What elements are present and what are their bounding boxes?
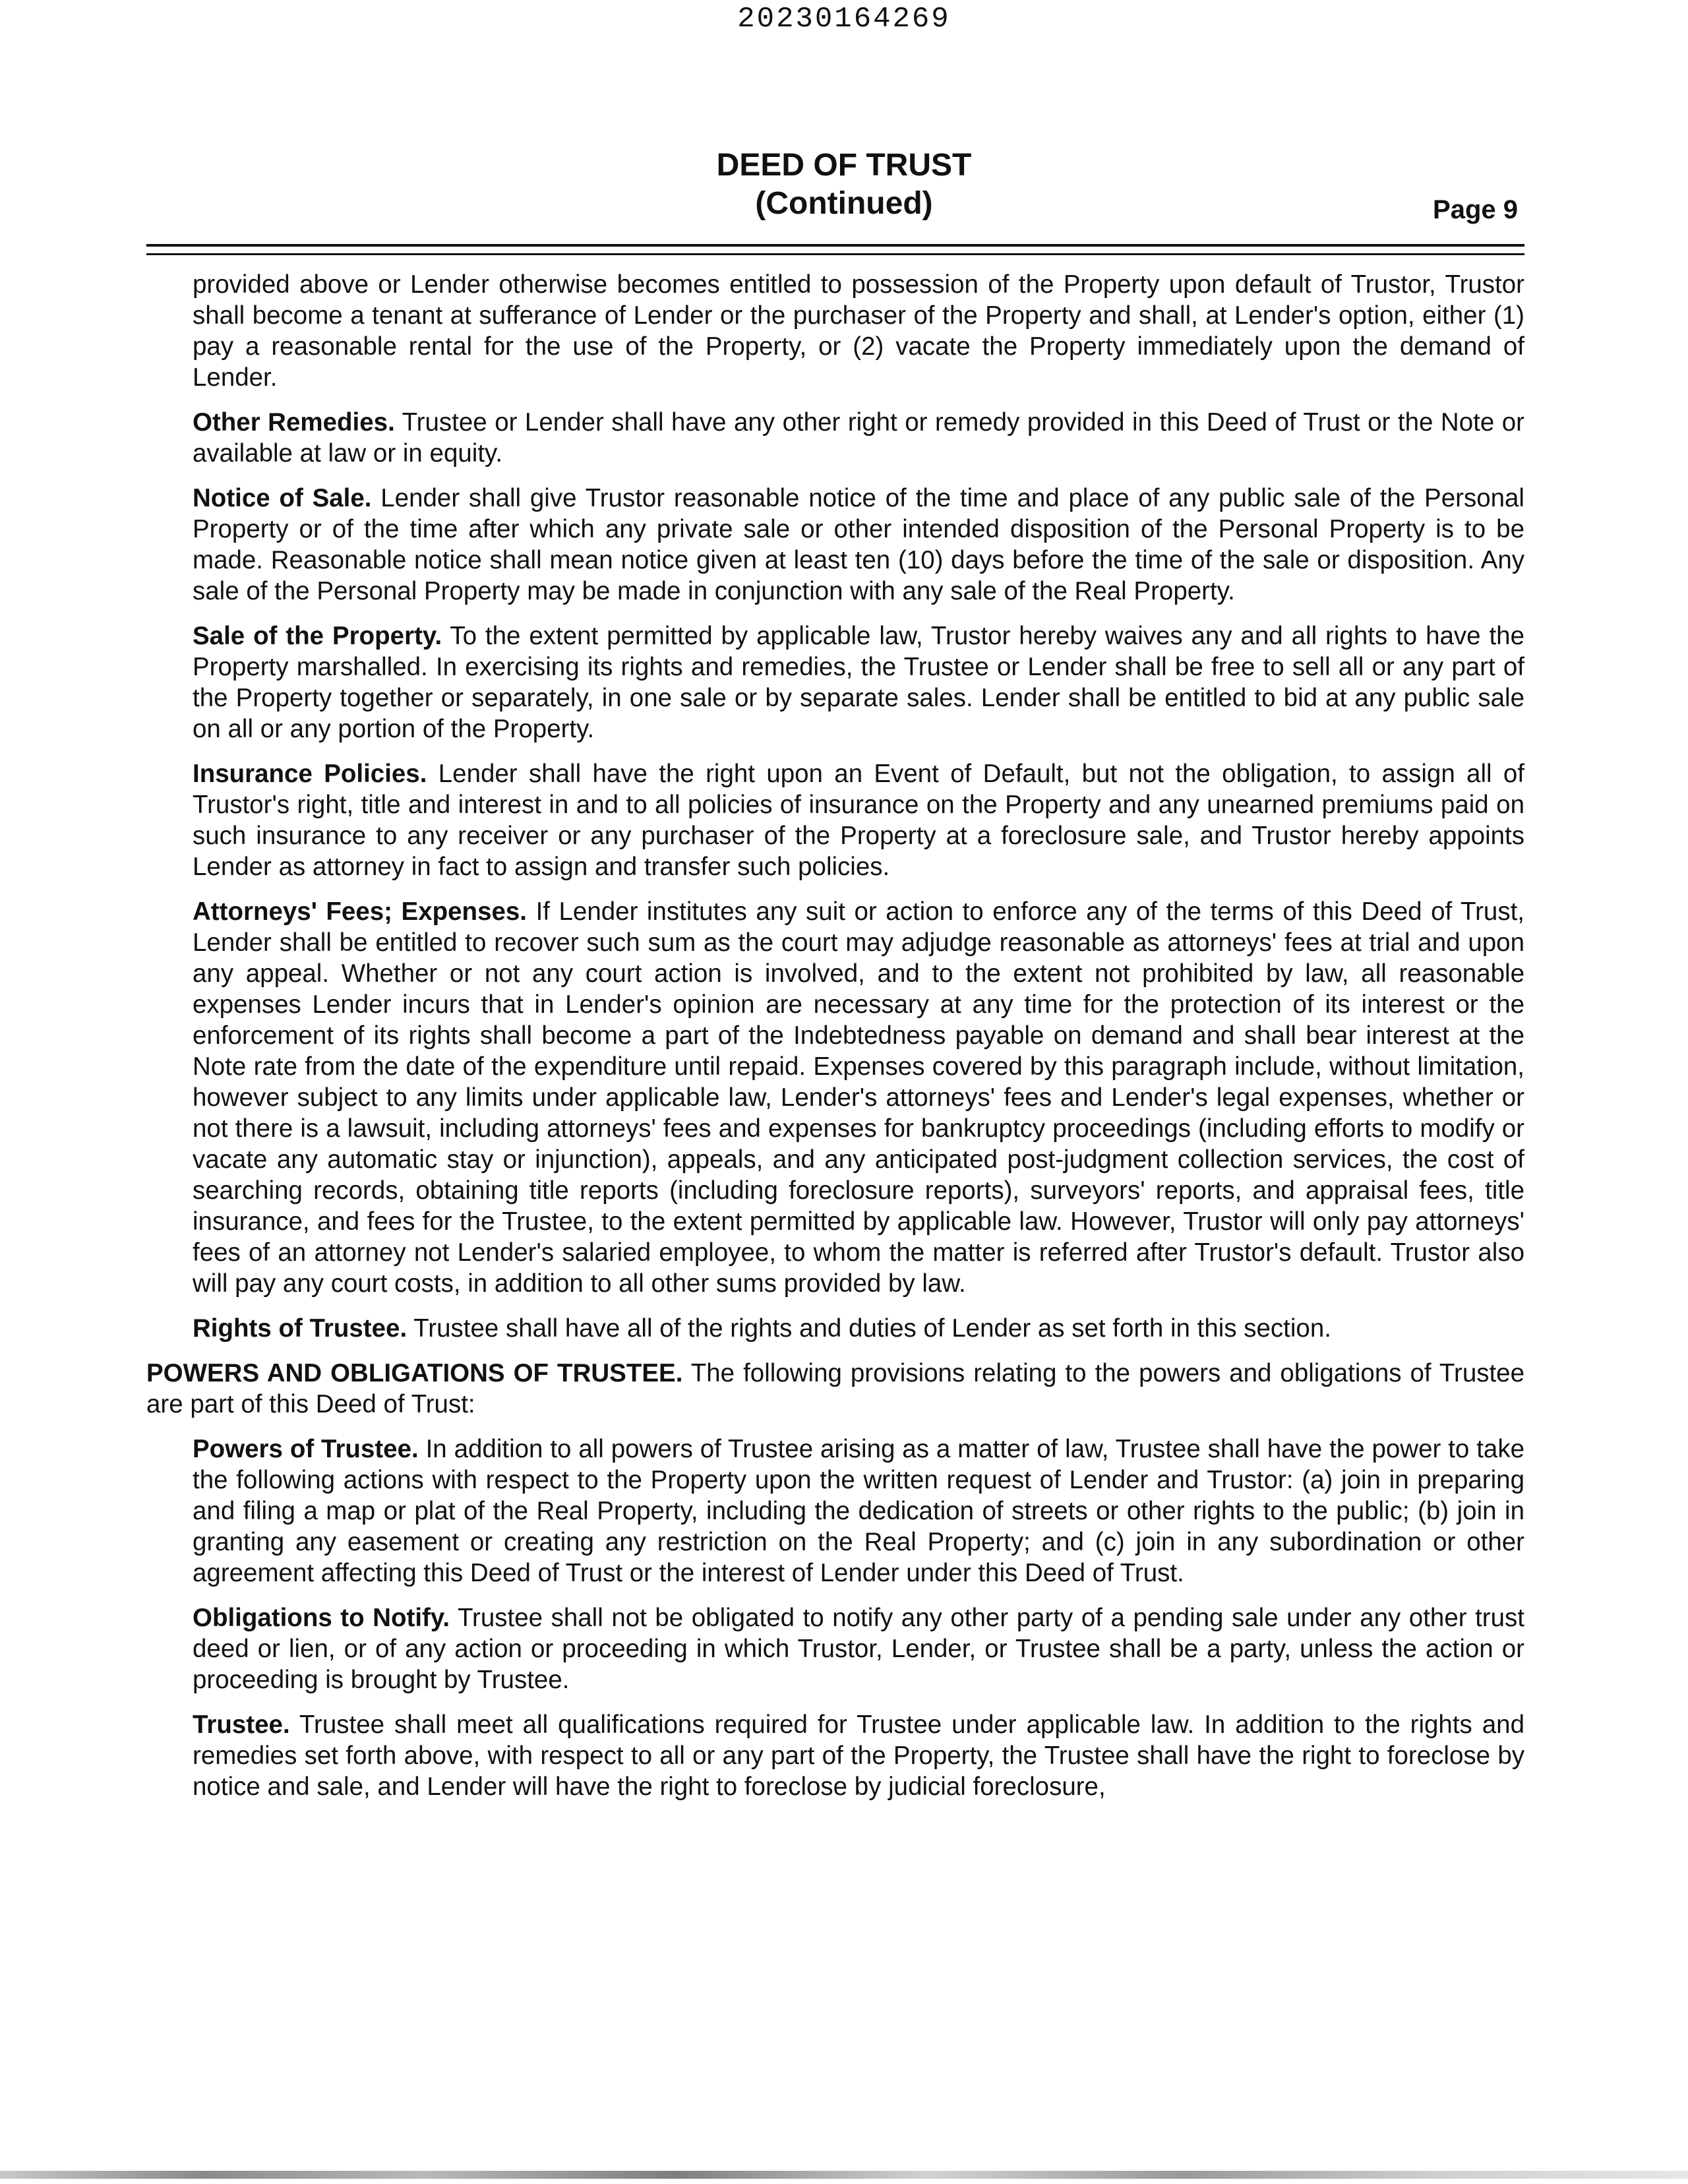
paragraph-text: Trustee shall meet all qualifications required for Trustee under applicable law. In addition to the rights and remedies set forth above, with respect to all or any part of the Property, the Trustee shall have the right to foreclose by notice and sale, and Lender will have the right to foreclose by judicial foreclosure, (193, 1711, 1524, 1801)
header-rule-top (146, 244, 1524, 247)
paragraph-powers-of-trustee (193, 1434, 1524, 1589)
paragraph-continuation (193, 269, 1524, 393)
section-powers-and-obligations (146, 1358, 1524, 1420)
document-title: DEED OF TRUST (716, 148, 972, 183)
paragraph-text: If Lender institutes any suit or action to enforce any of the terms of this Deed of Trust, Lender shall be entitled to recover such sum as the court may adjudge reasonable as attorneys' fees at trial and upon any appeal. Whether or not any court action is involved, and to the extent not prohibited by law, all reasonable expenses Lender incurs that in Lender's opinion are necessary at any time for the protection of its interest or the enforcement of its rights shall become a part of the Indebtedness payable on demand and shall bear interest at the Note rate from the date of the expenditure until repaid. Expenses covered by this paragraph include, without limitation, however subject to any limits under applicable law, Lender's attorneys' fees and Lender's legal expenses, whether or not there is a lawsuit, including attorneys' fees and expenses for bankruptcy proceedings (including efforts to modify or vacate any automatic stay or injunction), appeals, and any anticipated post-judgment collection services, the cost of searching records, obtaining title reports (including foreclosure reports), surveyors' reports, and appraisal fees, title insurance, and fees for the Trustee, to the extent permitted by applicable law. However, Trustor will only pay attorneys' fees of an attorney not Lender's salaried employee, to whom the matter is referred after Trustor's default. Trustor also will pay any court costs, in addition to all other sums provided by law. (193, 897, 1524, 1298)
paragraph-attorneys-fees (193, 896, 1524, 1299)
paragraph-heading: Notice of Sale. (193, 484, 372, 512)
document-subtitle: (Continued) (755, 186, 933, 221)
header-rule-bottom (146, 253, 1524, 255)
paragraph-heading: Trustee. (193, 1711, 290, 1739)
section-text: The following provisions relating to the powers and obligations of Trustee are part of this Deed of Trust: (146, 1359, 1524, 1418)
paragraph-heading: Sale of the Property. (193, 622, 442, 650)
paragraph-text: To the extent permitted by applicable law, Trustor hereby waives any and all rights to have the Property marshalled. In exercising its rights and remedies, the Trustee or Lender shall be free to sell all or any part of the Property together or separately, in one sale or by separate sales. Lender shall be entitled to bid at any public sale on all or any portion of the Property. (193, 622, 1524, 743)
paragraph-heading: Powers of Trustee. (193, 1435, 419, 1463)
paragraph-text: Lender shall have the right upon an Event of Default, but not the obligation, to assign all of Trustor's right, title and interest in and to all policies of insurance on the Property and any unearned premiums paid on such insurance to any receiver or any purchaser of the Property at a foreclosure sale, and Trustor hereby appoints Lender as attorney in fact to assign and transfer such policies. (193, 760, 1524, 881)
paragraph-text: provided above or Lender otherwise becomes entitled to possession of the Property upon default of Trustor, Trustor shall become a tenant at sufferance of Lender or the purchaser of the Property and shall, at Lender's option, either (1) pay a reasonable rental for the use of the Property, or (2) vacate the Property immediately upon the demand of Lender. (193, 270, 1524, 392)
paragraph-heading: Insurance Policies. (193, 760, 427, 788)
paragraph-other-remedies (193, 407, 1524, 469)
document-body (0, 269, 1688, 1816)
paragraph-obligations-to-notify (193, 1602, 1524, 1695)
paragraph-text: Trustee or Lender shall have any other right or remedy provided in this Deed of Trust or the Note or available at law or in equity. (193, 408, 1524, 468)
paragraph-insurance-policies (193, 758, 1524, 882)
page-number: Page 9 (1433, 195, 1518, 224)
paragraph-text: In addition to all powers of Trustee arising as a matter of law, Trustee shall have the power to take the following actions with respect to the Property upon the written request of Lender and Trustor: (a) join in preparing and filing a map or plat of the Real Property, including the dedication of streets or other rights to the public; (b) join in granting any easement or creating any restriction on the Real Property; and (c) join in any subordination or other agreement affecting this Deed of Trust or the interest of Lender under this Deed of Trust. (193, 1435, 1524, 1587)
paragraph-sale-of-property (193, 621, 1524, 744)
paragraph-heading: Attorneys' Fees; Expenses. (193, 897, 527, 926)
section-heading: POWERS AND OBLIGATIONS OF TRUSTEE. (146, 1359, 683, 1387)
paragraph-text: Lender shall give Trustor reasonable notice of the time and place of any public sale of the Personal Property or of the time after which any private sale or other intended disposition of the Personal Property is to be made. Reasonable notice shall mean notice given at least ten (10) days before the time of the sale or disposition. Any sale of the Personal Property may be made in conjunction with any sale of the Real Property. (193, 484, 1524, 605)
paragraph-text: Trustee shall have all of the rights and duties of Lender as set forth in this section. (413, 1314, 1331, 1343)
scan-edge-artifact (0, 2171, 1688, 2179)
paragraph-heading: Obligations to Notify. (193, 1604, 450, 1632)
paragraph-heading: Other Remedies. (193, 408, 395, 437)
paragraph-notice-of-sale (193, 483, 1524, 607)
paragraph-rights-of-trustee (193, 1313, 1524, 1344)
document-number: 20230164269 (737, 3, 951, 36)
paragraph-text: Trustee shall not be obligated to notify any other party of a pending sale under any other trust deed or lien, or of any action or proceeding in which Trustor, Lender, or Trustee shall be a party, unless the action or proceeding is brought by Trustee. (193, 1604, 1524, 1694)
paragraph-heading: Rights of Trustee. (193, 1314, 407, 1343)
paragraph-trustee (193, 1709, 1524, 1802)
